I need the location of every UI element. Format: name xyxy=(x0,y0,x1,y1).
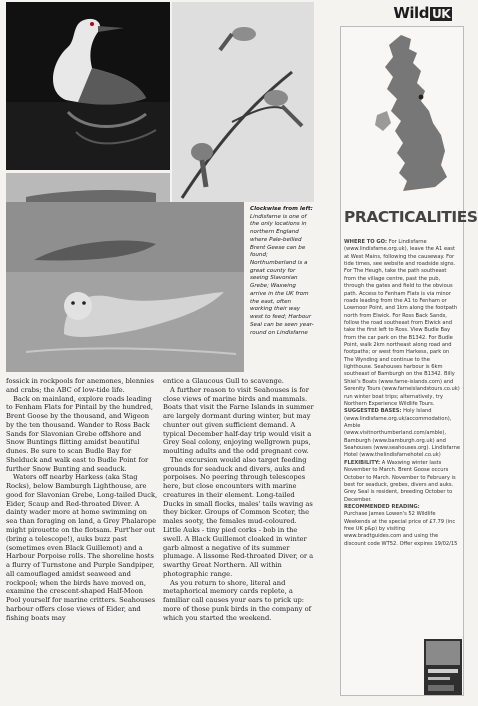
logo-uk: UK xyxy=(431,7,450,21)
paragraph: Waters off nearby Harkess (aka Stag Rocks), below Bamburgh Lighthouse, are good for Slavonian Grebe, Long-tailed Duck, Eider, Scaup and Red-throated Diver. A dainty wader more at home swimming on sea than foraging on land, a Grey Phalarope might pirouette on the flotsam. Furt'her out (bring a telescope!), auks buzz past (sometimes even Black Guillemot) and a Harbour Porpoise rolls. The shoreline hosts a flurry of Turnstone and Purple Sandpiper, all camouflaged amidst seaweed and rockpool; when the birds have moved on, examine the crescent-shaped Half-Moon Pool yourself for marine critters. Seahouses harbour offers close views of Eider, and fishing boats may xyxy=(6,473,158,622)
waxwing-photo xyxy=(172,2,314,202)
practicalities-sidebar xyxy=(324,0,478,706)
paragraph: entice a Glaucous Gull to scavenge. xyxy=(163,377,284,385)
paragraph: The excursion would also target feeding grounds for seaduck and divers, auks and porpoises. No peering through telescopes here, but close encounters with marine creatures in their element. Long-tailed Ducks in small flocks, males' tails waving as they bicker. Groups of Common Scoter, the males sooty, the females mud-coloured. Little Auks - tiny pied corks - bob in the swell. A Black Guillemot cloaked in winter garb almost a negative of its summer plumage. A lissome Red-throated Diver, or a swarthy Great Northern. All within photographic range. xyxy=(163,455,314,578)
section-heading: FLEXIBILITY: xyxy=(344,459,381,466)
section-heading: SUGGESTED BASES: xyxy=(344,408,402,415)
caption-heading: Clockwise from left: xyxy=(250,206,313,212)
brent-goose-photo xyxy=(6,173,170,202)
book-cover-icon xyxy=(424,639,462,695)
practicalities-title: PRACTICALITIES xyxy=(344,208,478,226)
sidebar-box xyxy=(340,26,478,696)
wild-uk-logo xyxy=(393,4,452,22)
caption-text: Lindisfarne is one of the only locations in northern England where Pale-bellied Brent Geese can be found; Northumberland is a great county for seeing Slavonian Grebe; Waxwing arrive in the UK from the east, often working their way west to feed; Harbour Seal can be seen year-round on Lindisfarne xyxy=(250,213,314,336)
section-heading: RECOMMENDED READING: xyxy=(344,503,420,510)
harbour-seal-photo xyxy=(6,202,244,372)
section-heading: WHERE TO GO: xyxy=(344,239,388,245)
grebe-photo xyxy=(6,2,170,170)
article-column-2 xyxy=(163,377,315,622)
logo-wild: Wild xyxy=(393,4,429,22)
section-text: For Lindisfarne (www.lindisfarne.org.uk), leave the A1 east at West Mains, following the causeway. For tide times, see website and roadside signs. For The Heugh, take the path southeast from the village centre, past the pub, through the gates and field to the obvious path. Access to Fenham Flats is via minor roads leading from the A1 to Fenham or Lowmoor Point, and 1km along the footpath north from Elwick. For Ross Back Sands, follow the road southeast from Elwick and take the first left to Ross. View Budle Bay from the car park on the B1342. For Budle Point, walk 2km northeast along road and footpaths; or west from Harkess, park on The Wynding and continue to the lighthouse. Seahouses harbour is 6km southeast of Bamburgh on the B1342. Billy Shiel's Boats (www.farne-islands.com) and Serenity Tours (www.farneislandstours.co.uk) run winter boat trips; alternatively, try Northern Experience Wildlife Tours. xyxy=(344,239,460,407)
photo-caption xyxy=(250,206,314,337)
paragraph: fossick in rockpools for anemones, blennies and crabs; the ABC of low-tide life. xyxy=(6,377,154,394)
paragraph: As you return to shore, literal and metaphorical memory cards replete, a familiar call causes your ears to prick up: more of those punk birds in the company of which you started the weekend. xyxy=(163,578,312,622)
paragraph: A further reason to visit Seahouses is for close views of marine birds and mammals. Boats that visit the Farne Islands in summer are largely dormant during winter, but may chunter out given sufficient demand. A typical December half-day trip would visit a Grey Seal colony, enjoying wellgrown pups, moulting adults and the odd pregnant cow. xyxy=(163,385,314,456)
article-column-1 xyxy=(6,377,158,622)
section-text: Purchase James Lowen's 52 Wildlife Weekends at the special price of £7.79 (inc free UK p&p) by visiting www.bradtguides.com and using the discount code WT52. Offer expires 19/02/15 xyxy=(344,511,458,547)
section-text: A Waxwing winter lasts November to March. Brent Goose occurs October to March. November to February is best for seaduck, grebes, divers and auks. Grey Seal is resident, breeding October to December. xyxy=(344,459,456,503)
section-text: Holy Island (www.lindisfarne.org.uk/accommodation), Amble (www.visitnorthumberland.com/amble), Bamburgh (www.bamburgh.org.uk) and Seahouses (www.seahouses.org). Lindisfarne Hotel (www.thelindisfarnehotel.co.uk) xyxy=(344,408,461,459)
paragraph: Back on mainland, explore roads leading to Fenham Flats for Pintail by the hundred, Brent Goose by the thousand, and Wigeon by the ten thousand. Wander to Ross Back Sands for Slavonian Grebe offshore and Snow Buntings flitting amidst beautiful dunes. Be sure to scan Budle Bay for Shelduck and walk east to Budle Point for further Snow Bunting and seaduck. xyxy=(6,394,154,473)
uk-map-icon xyxy=(371,31,451,201)
practicalities-text xyxy=(344,239,460,548)
